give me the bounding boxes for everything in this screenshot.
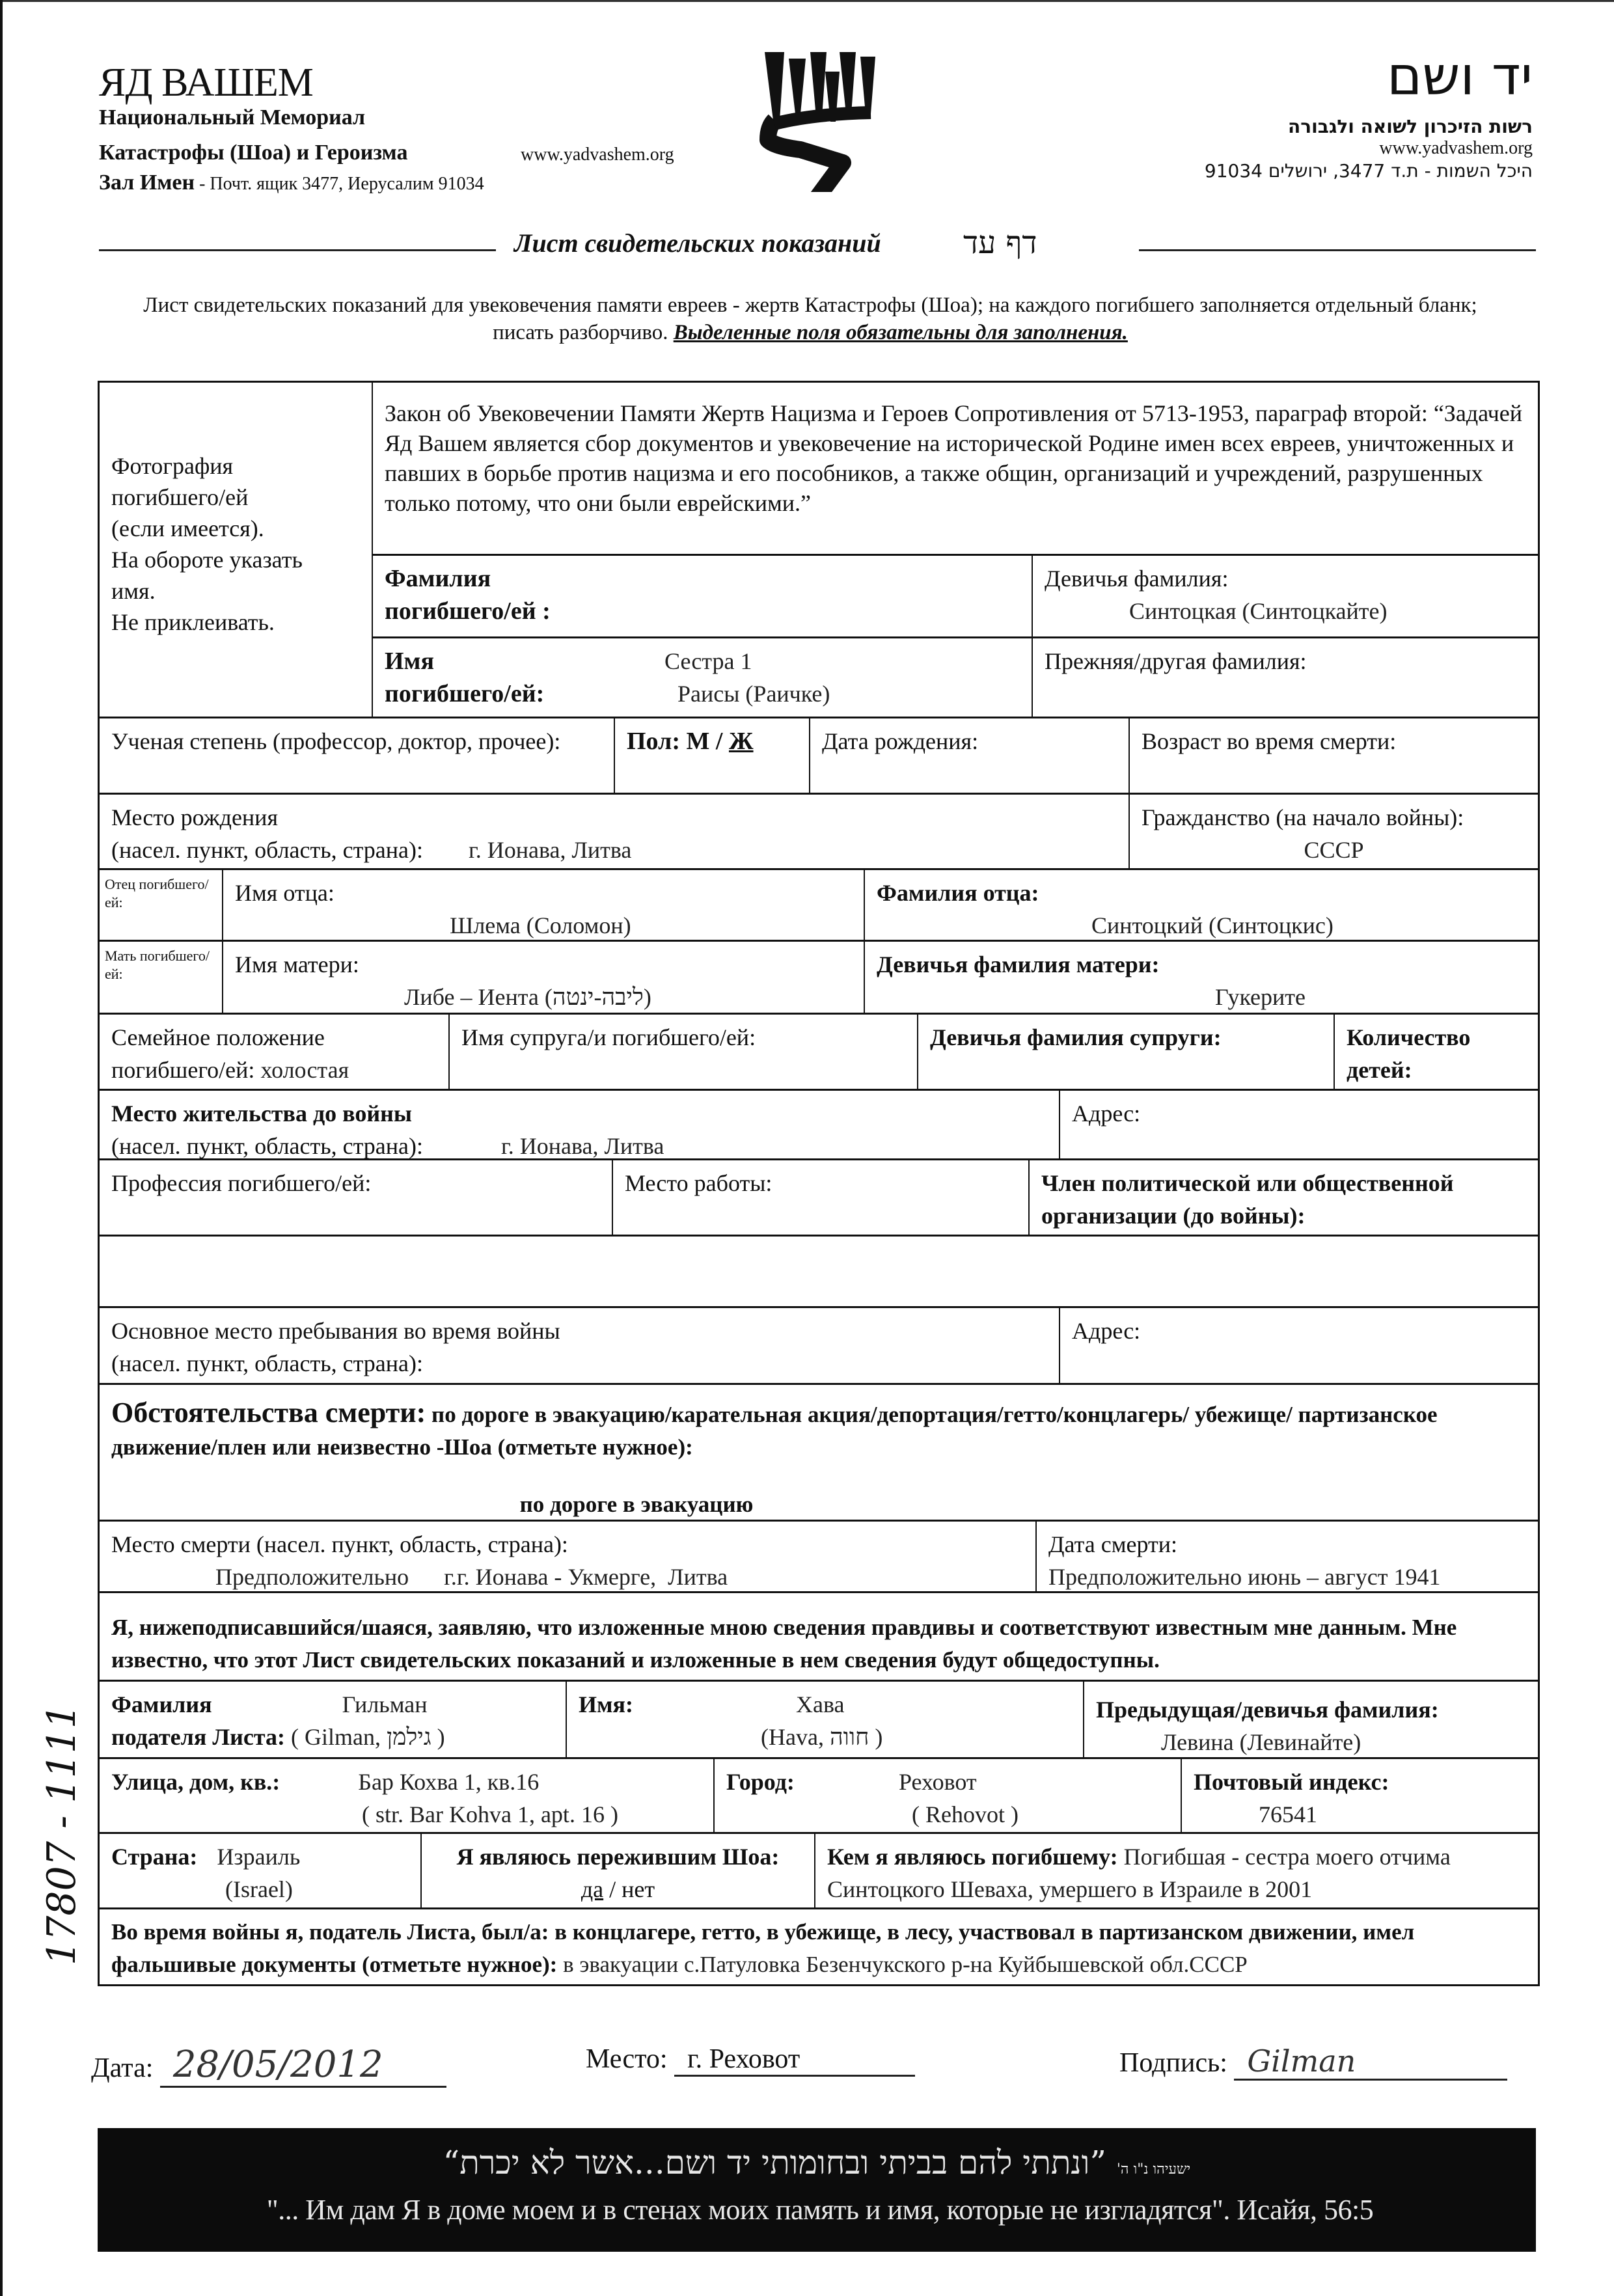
signature-field[interactable] (1119, 2043, 1507, 2081)
father-row (100, 870, 1538, 942)
blank-row (100, 1237, 1538, 1308)
submitter-first-name-value-2: (Hava, חווה ) (761, 1724, 883, 1750)
organization-membership-label: Член политической или общественной организации (до войны): (1041, 1170, 1454, 1229)
signature-label: Подпись: (1119, 2048, 1227, 2078)
submitter-surname-value-2: ( Gilman, גילמן ) (290, 1724, 445, 1750)
victim-previous-surname-field[interactable] (1033, 638, 1538, 717)
submitter-zip-label: Почтовый индекс: (1194, 1769, 1389, 1795)
quote-russian: "... Им дам Я в доме моем и в стенах моих память и имя, которые не изгладятся". Исайя, 56:5 (266, 2194, 1374, 2226)
place-label: Место: (586, 2044, 668, 2074)
submitter-surname-label: Фамилия (111, 1691, 212, 1717)
death-circumstances-row (100, 1385, 1538, 1522)
submitter-surname-field[interactable] (100, 1682, 567, 1757)
photo-instruction-line: (если имеется). (111, 515, 264, 541)
date-label: Дата: (91, 2053, 154, 2083)
submitter-first-name-field[interactable] (567, 1682, 1084, 1757)
victim-name-block (100, 383, 1538, 718)
academic-degree-field[interactable] (100, 718, 615, 793)
org-address-ru (99, 171, 484, 195)
age-at-death-field[interactable] (1130, 718, 1538, 793)
mother-row (100, 942, 1538, 1015)
law-text: Закон об Увековечении Памяти Жертв Нацизма и Героев Сопротивления от 5713-1953, параграф второй: “Задачей Яд Вашем является сбор документов и увековечение на исторической Родине имен всех евреев, уничтоженных и павших в борьбе против нацизма и его пособников, а также общин, организаций и учреждений, разрушенных только потому, что они были еврейскими.” (373, 383, 1538, 556)
survivor-separator: / (603, 1876, 622, 1902)
father-name-value: Шлема (Соломон) (450, 912, 631, 938)
birthplace-field[interactable] (100, 795, 1130, 868)
victim-maiden-name-field[interactable] (1033, 556, 1538, 636)
signature-value[interactable]: Gilman (1234, 2043, 1507, 2081)
menorah-logo-icon (748, 49, 879, 192)
submitter-zip-value: 76541 (1259, 1801, 1317, 1827)
family-row (100, 1015, 1538, 1091)
death-place-value: Предположительно г.г. Ионава - Укмерге, Литва (215, 1564, 728, 1590)
scan-left-edge (0, 0, 3, 2296)
spouse-name-field[interactable] (450, 1015, 918, 1089)
submitter-street-label: Улица, дом, кв.: (111, 1769, 280, 1795)
submitter-surname-label-2: подателя Листа: (111, 1724, 285, 1750)
victim-first-name-value-2: Раисы (Раичке) (677, 681, 830, 707)
children-count-label: Количество детей: (1347, 1024, 1471, 1083)
spouse-maiden-name-label: Девичья фамилия супруги: (930, 1024, 1222, 1050)
intro-text (111, 292, 1510, 346)
org-subtitle-ru-1: Национальный Мемориал (99, 105, 366, 130)
marital-status-label: Семейное положение (111, 1024, 325, 1050)
death-date-label: Дата смерти: (1048, 1531, 1178, 1557)
gender-label: Пол: М / (627, 728, 729, 755)
submitter-country-value: Израиль (217, 1844, 301, 1870)
death-circumstances-field[interactable] (100, 1385, 1538, 1520)
photo-area[interactable] (100, 383, 373, 717)
victim-maiden-name-value: Синтоцкая (Синтоцкайте) (1129, 598, 1388, 625)
submitter-wartime-value: в эвакуации с.Патуловка Безенчукского р-на Куйбышевской обл.СССР (563, 1952, 1248, 1977)
date-of-birth-field[interactable] (810, 718, 1130, 793)
profession-label: Профессия погибшего/ей: (111, 1170, 372, 1196)
margin-note-text: 17807 - 1111 (39, 1704, 85, 1965)
survivor-yes-option[interactable]: да (581, 1876, 604, 1902)
mother-name-label: Имя матери: (235, 951, 359, 977)
survivor-no-option[interactable]: нет (622, 1876, 655, 1902)
mother-maiden-name-label: Девичья фамилия матери: (877, 951, 1160, 977)
submitter-maiden-name-field[interactable] (1084, 1682, 1538, 1757)
submitter-maiden-name-value: Левина (Левинайте) (1161, 1729, 1361, 1755)
org-subtitle-ru-2: Катастрофы (Шоа) и Героизма (99, 141, 408, 165)
org-url-ru[interactable]: www.yadvashem.org (521, 144, 674, 165)
profession-field[interactable] (100, 1160, 613, 1235)
citizenship-value: СССР (1304, 837, 1364, 863)
survivor-field[interactable] (422, 1834, 815, 1907)
father-surname-value: Синтоцкий (Синтоцкис) (1091, 912, 1334, 938)
place-field[interactable] (586, 2043, 915, 2077)
victim-first-name-value-1: Сестра 1 (664, 648, 752, 674)
photo-instruction-line: Не приклеивать. (111, 609, 275, 635)
quote-hebrew-text: ”ונתתי להם בביתי ובחומותי יד ושם...אשר לא יכרת“ (443, 2144, 1106, 2181)
page-title-ru: Лист свидетельских показаний (514, 228, 881, 258)
date-field[interactable] (91, 2043, 446, 2088)
prewar-residence-label: Место жительства до войны (111, 1100, 412, 1127)
wartime-address-field[interactable] (1060, 1308, 1538, 1383)
victim-surname-label: Фамилия (385, 565, 491, 593)
age-at-death-label: Возраст во время смерти: (1142, 728, 1397, 754)
intro-instructions: Лист свидетельских показаний для увековечения памяти евреев - жертв Катастрофы (Шоа); на каждого погибшего заполняется отдельный бланк; писать разборчиво. (143, 294, 1477, 344)
death-place-label: Место смерти (насел. пункт, область, страна): (111, 1531, 568, 1557)
relation-to-victim-label: Кем я являюсь погибшему: (827, 1844, 1118, 1870)
submitter-city-label: Город: (726, 1769, 795, 1795)
submitter-country-field[interactable] (100, 1834, 422, 1907)
submitter-wartime-field[interactable] (100, 1909, 1538, 1984)
victim-details-row (100, 718, 1538, 795)
title-rule-left (99, 249, 496, 251)
victim-previous-surname-label: Прежняя/другая фамилия: (1045, 648, 1307, 674)
scan-top-edge (0, 0, 1614, 2)
submitter-city-value: Реховот (898, 1769, 977, 1795)
workplace-field[interactable] (613, 1160, 1030, 1235)
wartime-place-label: Основное место пребывания во время войны (насел. пункт, область, страна): (111, 1318, 560, 1376)
quote-hebrew-reference: ישעיהו נ"ו ה' (1116, 2161, 1191, 2178)
victim-first-name-field[interactable] (373, 638, 1033, 717)
spouse-maiden-name-field[interactable] (918, 1015, 1335, 1089)
birthplace-value: г. Ионава, Литва (469, 837, 632, 863)
place-value[interactable]: г. Реховот (674, 2043, 915, 2077)
org-address-he: היכל השמות - ת.ד 3477, ירושלים 91034 (1204, 160, 1533, 182)
submitter-country-value-2: (Israel) (225, 1876, 293, 1902)
margin-handwritten-note (26, 1549, 91, 1965)
submitter-name-row (100, 1682, 1538, 1759)
required-fields-note: Выделенные поля обязательны для заполнения. (673, 321, 1128, 344)
death-place-row (100, 1522, 1538, 1593)
death-place-field[interactable] (100, 1522, 1037, 1591)
quote-hebrew (98, 2144, 1536, 2181)
prewar-residence-label-2: (насел. пункт, область, страна): (111, 1133, 424, 1159)
wartime-place-field[interactable] (100, 1308, 1060, 1383)
birthplace-row (100, 795, 1538, 870)
mother-maiden-name-field[interactable] (865, 942, 1538, 1013)
blank-field[interactable] (100, 1237, 1538, 1306)
photo-instruction-line: имя. (111, 578, 156, 604)
submitter-address-row (100, 1759, 1538, 1834)
testimony-form (98, 381, 1540, 1986)
isaiah-quote-banner (98, 2128, 1536, 2252)
children-count-field[interactable] (1335, 1015, 1538, 1089)
citizenship-label: Гражданство (на начало войны): (1142, 804, 1464, 830)
title-rule-right (1139, 249, 1536, 251)
father-name-field[interactable] (223, 870, 865, 940)
death-circumstances-label: Обстоятельства смерти: (111, 1397, 426, 1428)
mother-name-value: Либе – Иента (ליבה-ינטה) (404, 984, 651, 1010)
prewar-address-field[interactable] (1060, 1091, 1538, 1158)
relation-to-victim-value: Погибшая - сестра моего отчима Синтоцкого Шеваха, умершего в Израиле в 2001 (827, 1844, 1451, 1902)
spouse-name-label: Имя супруга/и погибшего/ей: (461, 1024, 756, 1050)
submitter-city-field[interactable] (715, 1759, 1182, 1832)
death-date-field[interactable] (1037, 1522, 1538, 1591)
death-date-value: Предположительно июнь – август 1941 (1048, 1564, 1441, 1590)
org-name-ru: ЯД ВАШЕМ (99, 61, 313, 105)
submitter-relation-row (100, 1834, 1538, 1909)
page-title-he: דף עד (963, 225, 1037, 261)
victim-surname-label-2: погибшего/ей : (385, 597, 551, 625)
father-surname-label: Фамилия отца: (877, 880, 1039, 906)
prewar-address-label: Адрес: (1072, 1100, 1141, 1127)
death-circumstances-value: по дороге в эвакуацию (519, 1492, 754, 1517)
postal-address-ru: - Почт. ящик 3477, Иерусалим 91034 (195, 174, 484, 194)
wartime-address-label: Адрес: (1072, 1318, 1141, 1344)
survivor-label: Я являюсь пережившим Шоа: (456, 1844, 780, 1870)
mother-name-field[interactable] (223, 942, 865, 1013)
victim-first-name-label-2: погибшего/ей: (385, 680, 545, 707)
submitter-street-value-2: ( str. Bar Kohva 1, apt. 16 ) (362, 1801, 618, 1827)
organization-membership-field[interactable] (1030, 1160, 1538, 1235)
submitter-first-name-label: Имя: (579, 1691, 633, 1717)
wartime-place-row (100, 1308, 1538, 1385)
prewar-residence-row (100, 1091, 1538, 1160)
marital-status-value: холостая (260, 1057, 349, 1083)
declaration-row (100, 1593, 1538, 1682)
marital-status-label-2: погибшего/ей: (111, 1057, 255, 1083)
date-of-birth-label: Дата рождения: (822, 728, 979, 754)
father-side-label: Отец погибшего/ ей: (100, 870, 223, 940)
org-subtitle-he: רשות הזיכרון לשואה ולגבורה (1288, 116, 1533, 137)
gender-selected-female[interactable]: Ж (728, 728, 754, 755)
marital-status-field[interactable] (100, 1015, 450, 1089)
father-name-label: Имя отца: (235, 880, 335, 906)
prewar-residence-field[interactable] (100, 1091, 1060, 1158)
photo-instruction-line: Фотография (111, 453, 234, 479)
citizenship-field[interactable] (1130, 795, 1538, 868)
submitter-wartime-row (100, 1909, 1538, 1986)
submitter-city-value-2: ( Rehovot ) (912, 1801, 1019, 1827)
death-circumstances-options: по дороге в эвакуацию/карательная акция/депортация/гетто/концлагерь/ убежище/ партизанское движение/плен или неизвестно -Шоа (отметьте нужное): (111, 1402, 1438, 1460)
workplace-label: Место работы: (625, 1170, 773, 1196)
declaration-text: Я, нижеподписавшийся/шаяся, заявляю, что изложенные мною сведения правдивы и соответствуют известным мне данным. Мне известно, что этот Лист свидетельских показаний и изложенные в нем сведения будут общедоступны. (111, 1615, 1457, 1673)
birthplace-label-2: (насел. пункт, область, страна): (111, 837, 424, 863)
hall-of-names-label: Зал Имен (99, 171, 195, 195)
prewar-residence-value: г. Ионава, Литва (501, 1133, 664, 1159)
date-value[interactable]: 28/05/2012 (160, 2043, 446, 2088)
relation-to-victim-field[interactable] (815, 1834, 1538, 1907)
mother-maiden-name-value: Гукерите (1215, 984, 1306, 1010)
submitter-wartime-label: Во время войны я, податель Листа, был/а: в концлагере, гетто, в убежище, в лесу, участвовал в партизанском движении, имел фальшивые документы (отметьте нужное): (111, 1919, 1415, 1977)
victim-first-name-label: Имя (385, 648, 434, 675)
victim-surname-field[interactable] (373, 556, 1033, 636)
submitter-country-label: Страна: (111, 1844, 198, 1870)
org-name-he: יד ושם (1386, 46, 1533, 107)
photo-instruction-line: На обороте указать (111, 547, 303, 573)
academic-degree-label: Ученая степень (профессор, доктор, прочее): (111, 728, 561, 754)
submitter-zip-field[interactable] (1182, 1759, 1538, 1832)
submitter-maiden-name-label: Предыдущая/девичья фамилия: (1096, 1697, 1439, 1723)
father-surname-field[interactable] (865, 870, 1538, 940)
birthplace-label: Место рождения (111, 804, 279, 830)
submitter-surname-value: Гильман (342, 1691, 428, 1717)
gender-field[interactable] (615, 718, 810, 793)
submitter-street-value: Бар Кохва 1, кв.16 (358, 1769, 540, 1795)
victim-maiden-name-label: Девичья фамилия: (1045, 566, 1229, 592)
org-url-he[interactable]: www.yadvashem.org (1379, 138, 1533, 158)
submitter-street-field[interactable] (100, 1759, 715, 1832)
profession-row (100, 1160, 1538, 1237)
photo-instruction-line: погибшего/ей (111, 484, 249, 510)
mother-side-label: Мать погибшего/ ей: (100, 942, 223, 1013)
submitter-first-name-value: Хава (796, 1691, 845, 1717)
